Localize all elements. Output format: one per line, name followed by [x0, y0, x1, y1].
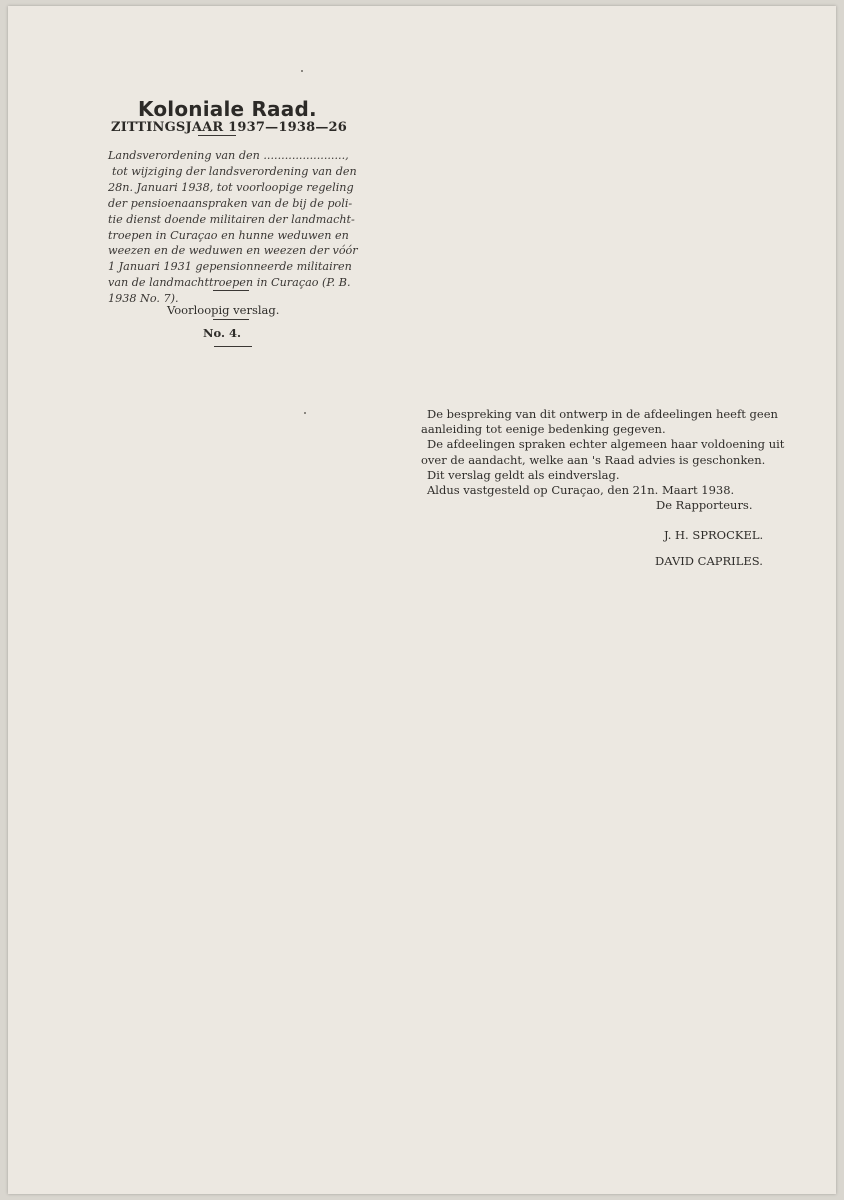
subject-line: 28n. Januari 1938, tot voorloopige regeling — [108, 180, 354, 194]
ordinance-subject — [108, 148, 368, 307]
subject-line: 1938 No. 7). — [108, 292, 179, 306]
session-year: ZITTINGSJAAR 1937—1938—26 — [111, 120, 348, 135]
body-line: over de aandacht, welke aan 's Raad advies is geschonken. — [421, 452, 766, 467]
paper-speck — [301, 70, 303, 72]
body-line: De afdeelingen spraken echter algemeen haar voldoening uit — [427, 437, 785, 452]
rapporteur-name: DAVID CAPRILES. — [655, 554, 763, 568]
body-line: De bespreking van dit ontwerp in de afdeelingen heeft geen — [427, 407, 778, 421]
subject-line: der pensioenaanspraken van de bij de poli- — [108, 196, 353, 210]
subject-line: tot wijziging der landsverordening van den — [112, 164, 357, 178]
subject-line: van de landmachttroepen in Curaçao (P. B. — [108, 276, 351, 290]
subject-line: Landsverordening van den ......................., — [108, 149, 349, 162]
document-page — [8, 6, 836, 1194]
body-line: Dit verslag geldt als eindverslag. — [427, 467, 620, 482]
subject-line: tie dienst doende militairen der landmacht- — [108, 212, 355, 226]
divider — [213, 290, 249, 291]
body-line: Aldus vastgesteld op Curaçao, den 21n. Maart 1938. — [427, 483, 735, 498]
body-line: aanleiding tot eenige bedenking gegeven. — [421, 422, 666, 437]
divider — [214, 346, 252, 347]
subject-line: troepen in Curaçao en hunne weduwen en — [108, 228, 349, 242]
paper-speck — [304, 412, 306, 414]
report-number: No. 4. — [203, 326, 241, 340]
report-type: Voorloopig verslag. — [167, 303, 280, 317]
subject-line: weezen en de weduwen en weezen der vóór — [108, 244, 358, 258]
rapporteurs-heading: De Rapporteurs. — [656, 498, 753, 512]
subject-line: 1 Januari 1931 gepensionneerde militairen — [108, 260, 352, 274]
council-title: Koloniale Raad. — [138, 97, 317, 121]
divider — [213, 319, 249, 320]
report-body — [421, 407, 801, 498]
rapporteur-name: J. H. SPROCKEL. — [664, 528, 764, 542]
divider — [198, 135, 236, 136]
